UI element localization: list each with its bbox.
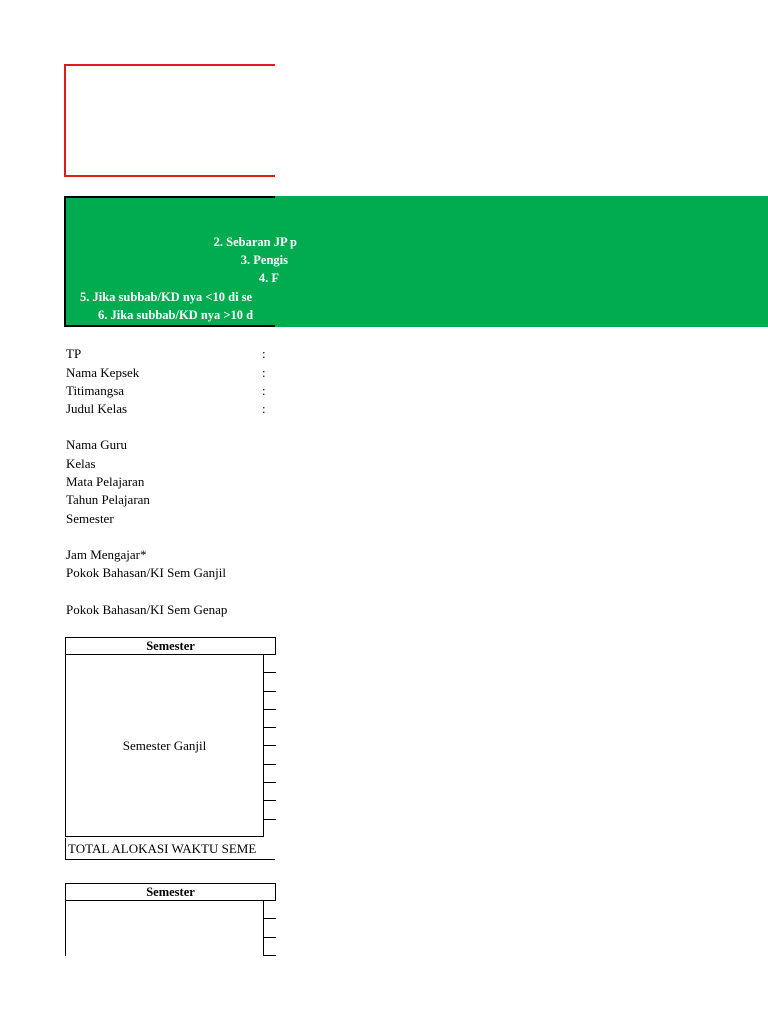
total-alokasi-waktu: TOTAL ALOKASI WAKTU SEME bbox=[65, 838, 275, 860]
label-semester: Semester bbox=[66, 511, 114, 526]
allocation-cell[interactable] bbox=[264, 919, 276, 937]
allocation-cell[interactable] bbox=[264, 783, 276, 801]
label-nama-guru: Nama Guru bbox=[66, 437, 128, 452]
allocation-cell[interactable] bbox=[264, 655, 276, 673]
allocation-cell[interactable] bbox=[264, 901, 276, 919]
label-pokok-bahasan-genap: Pokok Bahasan/KI Sem Genap bbox=[66, 602, 228, 617]
label-judul-kelas: Judul Kelas bbox=[66, 401, 128, 416]
note-line-6: 6. Jika subbab/KD nya >10 d bbox=[98, 308, 254, 322]
allocation-cell[interactable] bbox=[264, 938, 276, 956]
note-line-5: 5. Jika subbab/KD nya <10 di se bbox=[80, 290, 253, 304]
allocation-cell[interactable] bbox=[264, 692, 276, 710]
allocation-cell[interactable] bbox=[264, 728, 276, 746]
label-titimangsa: Titimangsa bbox=[66, 383, 125, 398]
note-line-4: 4. F bbox=[258, 271, 279, 285]
label-kelas: Kelas bbox=[66, 456, 96, 471]
allocation-cell[interactable] bbox=[264, 673, 276, 691]
semester-ganjil-cell: Semester Ganjil bbox=[66, 655, 263, 837]
allocation-cell[interactable] bbox=[264, 801, 276, 819]
semester-genap-table bbox=[65, 883, 275, 956]
allocation-cell[interactable] bbox=[264, 765, 276, 783]
label-pokok-bahasan-ganjil: Pokok Bahasan/KI Sem Ganjil bbox=[66, 565, 226, 580]
label-nama-kepsek: Nama Kepsek bbox=[66, 365, 140, 380]
allocation-cell[interactable] bbox=[264, 746, 276, 764]
note-line-3: 3. Pengis bbox=[240, 253, 288, 267]
allocation-cells bbox=[263, 901, 276, 956]
label-tp: TP bbox=[66, 346, 82, 361]
semester-ganjil-table bbox=[65, 637, 275, 837]
colon: : bbox=[262, 383, 266, 398]
allocation-cell[interactable] bbox=[264, 820, 276, 838]
colon: : bbox=[262, 346, 266, 361]
allocation-cells bbox=[263, 655, 276, 837]
colon: : bbox=[262, 401, 266, 416]
table-header-semester: Semester bbox=[66, 883, 276, 901]
colon: : bbox=[262, 365, 266, 380]
table-header-semester: Semester bbox=[66, 637, 276, 655]
label-tahun-pelajaran: Tahun Pelajaran bbox=[66, 492, 150, 507]
label-jam-mengajar: Jam Mengajar* bbox=[66, 547, 147, 562]
note-line-2: 2. Sebaran JP p bbox=[213, 235, 297, 249]
label-mata-pelajaran: Mata Pelajaran bbox=[66, 474, 145, 489]
red-bordered-box bbox=[64, 64, 275, 177]
allocation-cell[interactable] bbox=[264, 710, 276, 728]
